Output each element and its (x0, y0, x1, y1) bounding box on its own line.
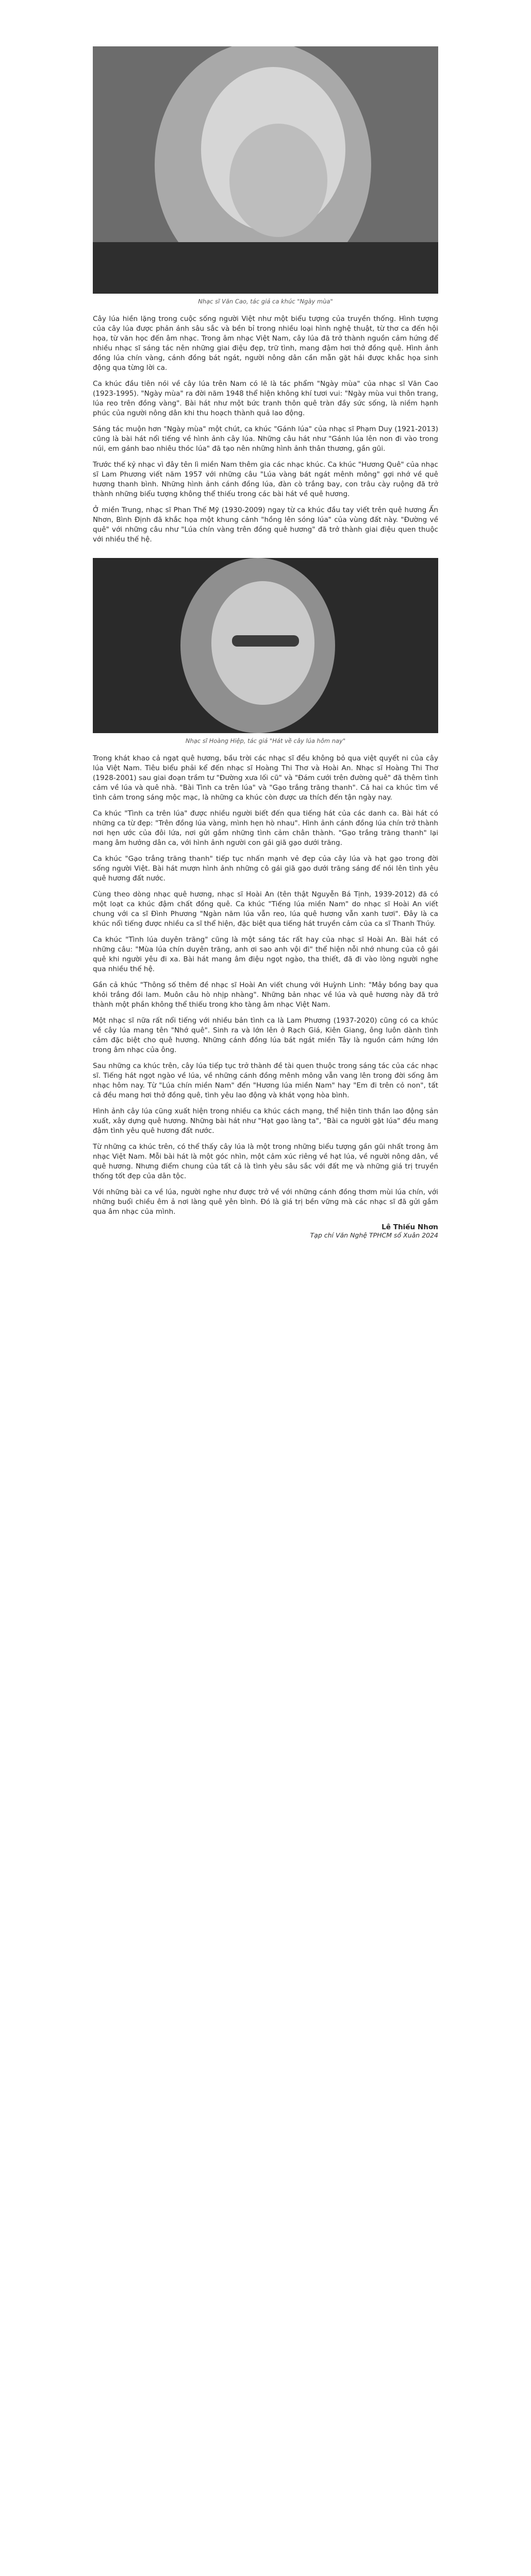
paragraph-a-3: Trước thế kỷ nhạc vì đây tên lì miền Nam thêm gia các nhạc khúc. Ca khúc "Hương Quê" của nhạc sĩ Lam Phương viết năm 1957 với những câu "Lúa vàng bát ngát mênh mông" gợi nhớ về quê hương thanh bình. Những hình ảnh cánh đồng lúa, đàn cò trắng bay, con trâu cày ruộng đã trở thành những biểu tượng không thể thiếu trong các bài hát về quê hương. (93, 461, 438, 498)
paragraph-b-8: Hình ảnh cây lúa cũng xuất hiện trong nhiều ca khúc cách mạng, thể hiện tinh thần lao động sản xuất, xây dựng quê hương. Những bài hát như "Hạt gạo làng ta", "Bài ca người gặt lúa" đều mang đậm tình yêu quê hương đất nước. (93, 1107, 438, 1135)
photo-caption-2: Nhạc sĩ Hoàng Hiệp, tác giả "Hát về cây lúa hôm nay" (185, 737, 346, 744)
paragraph-b-7: Sau những ca khúc trên, cây lúa tiếp tục trở thành đề tài quen thuộc trong sáng tác của các nhạc sĩ. Tiếng hát ngọt ngào về lúa, về những cánh đồng mênh mông vẫn vang lên trong đời sống âm nhạc hôm nay. Từ "Lúa chín miền Nam" đến "Hương lúa miền Nam" hay "Em đi trên cỏ non", tất cả đều mang hơi thở đồng quê, tình yêu lao động và khát vọng hòa bình. (93, 1062, 438, 1099)
paragraph-b-1: Ca khúc "Tình ca trên lúa" được nhiều người biết đến qua tiếng hát của các danh ca. Bài hát có những ca từ đẹp: "Trên đồng lúa vàng, mình hẹn hò nhau". Hình ảnh cánh đồng lúa chín trở thành nơi hẹn ước của đôi lứa, nơi gửi gắm những tình cảm chân thành. "Gạo trắng trăng thanh" lại mang âm hưởng dân ca, với hình ảnh người con gái giã gạo dưới trăng. (93, 809, 438, 847)
paragraph-b-10: Với những bài ca về lúa, người nghe như được trở về với những cánh đồng thơm mùi lúa chín, với những buổi chiều êm ả nơi làng quê yên bình. Đó là giá trị bền vững mà các nhạc sĩ đã gửi gắm qua âm nhạc của mình. (93, 1188, 438, 1216)
signature (93, 1223, 438, 1239)
portrait-photo-hoang-hiep (93, 558, 438, 733)
paragraph-b-9: Từ những ca khúc trên, có thể thấy cây lúa là một trong những biểu tượng gần gũi nhất trong âm nhạc Việt Nam. Mỗi bài hát là một góc nhìn, một cảm xúc riêng về hạt lúa, về người nông dân, về quê hương. Nhưng điểm chung của tất cả là tình yêu sâu sắc với đất mẹ và những giá trị truyền thống tốt đẹp của dân tộc. (93, 1143, 438, 1180)
paragraph-b-5: Gần cả khúc "Thông số thêm đề nhạc sĩ Hoài An viết chung với Huỳnh Linh: "Mây bồng bay qua khỏi trắng đồi lam. Muôn câu hò nhịp nhàng". Những bản nhạc về lúa và quê hương này đã trở thành một phần không thể thiếu trong kho tàng âm nhạc Việt Nam. (93, 981, 438, 1009)
portrait-image-2 (93, 558, 438, 733)
portrait-photo-van-cao (93, 46, 438, 294)
paragraph-a-2: Sáng tác muộn hơn "Ngày mùa" một chút, ca khúc "Gánh lúa" của nhạc sĩ Phạm Duy (1921-2013) cũng là bài hát nổi tiếng về hình ảnh cây lúa. Những câu hát như "Gánh lúa lên non đi vào trong núi, em gánh bao nhiêu thóc lúa" đã tạo nên những hình ảnh thân thương, gần gũi. (93, 425, 438, 453)
paragraph-b-2: Ca khúc "Gạo trắng trăng thanh" tiếp tục nhấn mạnh vẻ đẹp của cây lúa và hạt gạo trong đời sống người Việt. Bài hát mượn hình ảnh những cô gái giã gạo dưới trăng sáng để nói lên tình yêu quê hương đất nước. (93, 855, 438, 883)
paragraph-a-1: Ca khúc đầu tiên nói về cây lúa trên Nam có lẽ là tác phẩm "Ngày mùa" của nhạc sĩ Văn Cao (1923-1995). "Ngày mùa" ra đời năm 1948 thể hiện không khí tươi vui: "Ngày mùa vui thôn trang, lúa reo trên đồng vàng". Bài hát như một bức tranh thôn quê tràn đầy sức sống, là niềm hạnh phúc của người nông dân khi thu hoạch thành quả lao động. (93, 380, 438, 417)
article-source: Tạp chí Văn Nghệ TPHCM số Xuân 2024 (310, 1231, 438, 1239)
portrait-image (93, 46, 438, 294)
article (93, 46, 438, 1239)
paragraph-a-4: Ở miền Trung, nhạc sĩ Phan Thế Mỹ (1930-2009) ngay từ ca khúc đầu tay viết trên quê hương Ấn Nhơn, Bình Định đã khắc họa một khung cảnh "hồng lên sóng lúa" của vùng đất này. "Đường về quê" với những câu như "Lúa chín vàng trên đồng quê hương" đã trở thành giai điệu quen thuộc với nhiều thế hệ. (93, 506, 438, 544)
paragraph-b-6: Một nhạc sĩ nữa rất nổi tiếng với nhiều bản tình ca là Lam Phương (1937-2020) cũng có ca khúc về cây lúa mang tên "Nhớ quê". Sinh ra và lớn lên ở Rạch Giá, Kiên Giang, ông luôn dành tình cảm đặc biệt cho quê hương. Những cánh đồng lúa bát ngát miền Tây là nguồn cảm hứng lớn trong âm nhạc của ông. (93, 1016, 438, 1054)
paragraph-b-3: Cùng theo dòng nhạc quê hương, nhạc sĩ Hoài An (tên thật Nguyễn Bá Tịnh, 1939-2012) đã có một loạt ca khúc đậm chất đồng quê. Ca khúc "Tiếng lúa miền Nam" do nhạc sĩ Hoài An viết chung với ca sĩ Đình Phương "Ngàn năm lúa vẫn reo, lúa quê hương vẫn xanh tươi". Đây là ca khúc nổi tiếng được nhiều ca sĩ thể hiện, đặc biệt qua tiếng hát truyền cảm của ca sĩ Thanh Thúy. (93, 890, 438, 928)
author-name: Lê Thiếu Nhơn (381, 1223, 438, 1231)
paragraph-b-0: Trong khát khao cả ngạt quê hương, bầu trời các nhạc sĩ đều không bỏ qua việt quyết ni của cây lúa Việt Nam. Tiêu biểu phải kể đến nhạc sĩ Hoàng Thi Thơ và Hoài An. Nhạc sĩ Hoàng Thi Thơ (1928-2001) sau giai đoạn trầm tư "Đường xưa lối cũ" và "Đám cưới trên đường quê" đã thêm tình cảm về lúa và quê nhà. "Bài Tình ca trên lúa" và "Gạo trắng trăng thanh". Cả hai ca khúc tìm về tình cảm trong sáng mộc mạc, là những ca khúc còn được ưa thích đến tận ngày nay. (93, 754, 438, 802)
photo-caption-1: Nhạc sĩ Văn Cao, tác giả ca khúc "Ngày mùa" (198, 298, 333, 305)
paragraph-b-4: Ca khúc "Tình lúa duyên trăng" cũng là một sáng tác rất hay của nhạc sĩ Hoài An. Bài hát có những câu: "Mùa lúa chín duyên trăng, anh ơi sao anh vội đi" thể hiện nỗi nhớ nhung của cô gái quê khi người yêu đi xa. Bài hát mang âm điệu ngọt ngào, tha thiết, đã đi vào lòng người nghe qua nhiều thế hệ. (93, 936, 438, 973)
paragraph-a-0: Cây lúa hiền lặng trong cuộc sống người Việt như một biểu tượng của truyền thống. Hình tượng của cây lúa được phản ánh sâu sắc và bền bỉ trong nhiều loại hình nghệ thuật, từ thơ ca đến hội họa, từ văn học đến âm nhạc. Trong âm nhạc Việt Nam, cây lúa đã trở thành nguồn cảm hứng để nhiều nhạc sĩ sáng tác nên những giai điệu đẹp, trữ tình, mang đậm hơi thở đồng quê. Hình ảnh đồng lúa chín vàng, cánh đồng bát ngát, người nông dân cần mẫn gặt hái được khắc họa sinh động qua từng lời ca. (93, 315, 438, 372)
